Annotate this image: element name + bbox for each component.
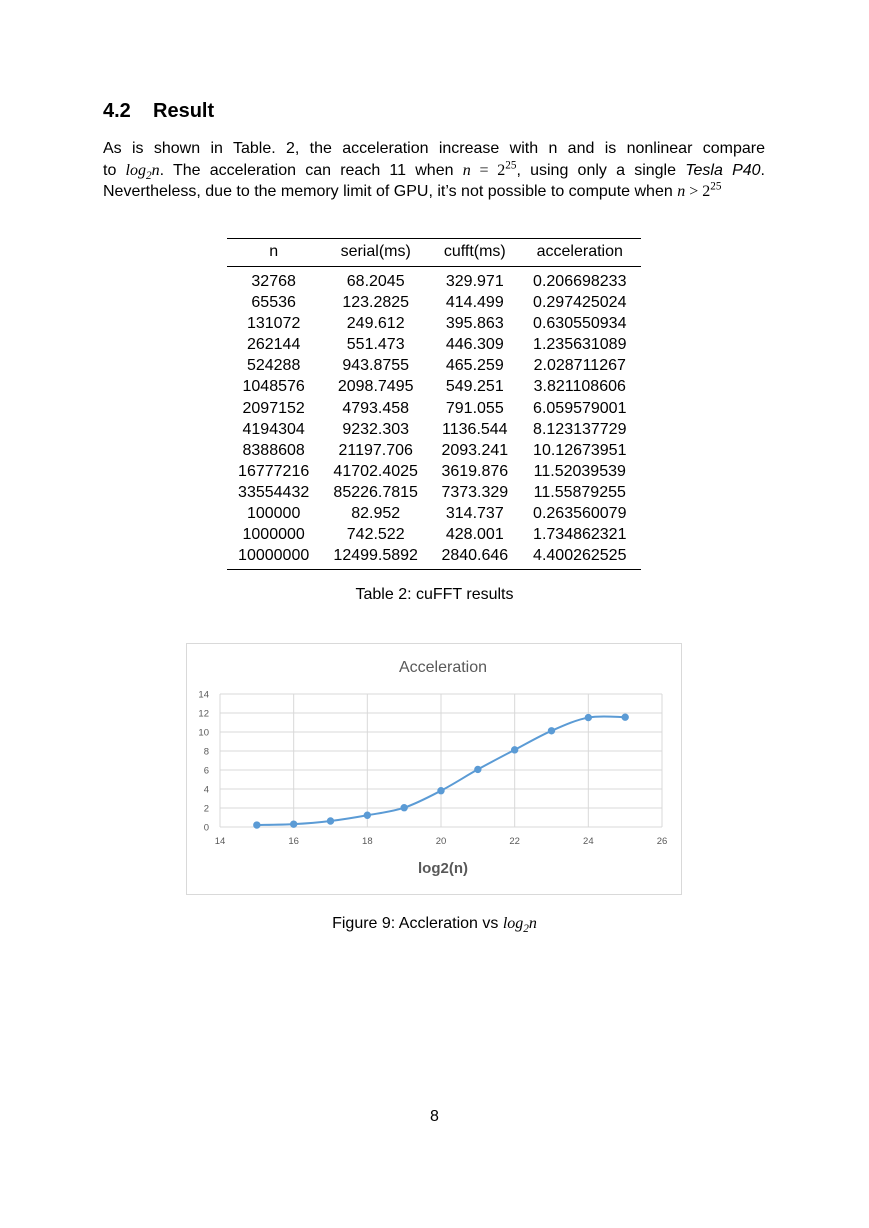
table-cell: 21197.706 — [338, 441, 413, 459]
table-header-cell: n — [227, 239, 320, 267]
table-cell: 1.734862321 — [533, 526, 627, 544]
acceleration-figure — [186, 643, 682, 895]
table-cell: 2.028711267 — [533, 357, 626, 375]
table-cell: 4793.458 — [342, 399, 410, 417]
math-n-equals — [462, 159, 517, 179]
x-tick-label: 18 — [362, 836, 373, 847]
result-paragraph — [103, 138, 765, 203]
table-cell: 82.952 — [351, 505, 401, 523]
table-cell: 524288 — [246, 357, 301, 375]
math-var-n: n — [677, 183, 686, 200]
text-fragment: . The acceleration can reach 11 when — [159, 161, 463, 179]
table-cell: 1048576 — [242, 378, 305, 396]
table-row — [227, 524, 641, 545]
math-exponent: 25 — [710, 180, 722, 193]
table-cell: 11.52039539 — [533, 462, 626, 480]
table-cell: 2098.7495 — [337, 378, 414, 396]
table-row — [227, 398, 641, 419]
data-point — [254, 822, 260, 828]
table-cell: 428.001 — [445, 526, 504, 544]
table-cell: 0.630550934 — [533, 315, 627, 333]
y-tick-label: 10 — [198, 727, 209, 739]
table-body — [227, 267, 641, 570]
data-point — [364, 812, 370, 818]
math-equals-two: = 2 — [470, 161, 506, 179]
table-cell: 551.473 — [346, 336, 405, 354]
table-cell: 8.123137729 — [533, 420, 627, 438]
data-point — [290, 821, 296, 827]
table-cell: 0.263560079 — [533, 505, 627, 523]
section-number: 4.2 — [103, 100, 131, 122]
table-row — [227, 292, 641, 313]
y-tick-label: 6 — [203, 765, 209, 777]
math-log-arg: n — [151, 161, 160, 179]
acceleration-chart — [187, 644, 683, 896]
table-row — [227, 419, 641, 440]
table-cell: 329.971 — [445, 273, 504, 290]
x-tick-label: 24 — [583, 836, 594, 847]
x-tick-label: 22 — [509, 836, 520, 847]
table-caption: Table 2: cuFFT results — [355, 586, 514, 603]
table-cell: 1.235631089 — [533, 336, 627, 354]
section-title: Result — [153, 100, 215, 122]
table-header-cell: acceleration — [519, 239, 641, 267]
table-cell: 791.055 — [445, 399, 504, 417]
page-number: 8 — [430, 1108, 439, 1125]
data-point — [548, 728, 554, 734]
y-tick-label: 4 — [203, 784, 209, 796]
table-cell: 446.309 — [445, 336, 504, 354]
x-axis-label: log2(n) — [418, 860, 468, 877]
data-point — [622, 714, 628, 720]
table-cell: 3.821108606 — [533, 378, 626, 396]
table-cell: 314.737 — [445, 505, 504, 523]
y-tick-label: 2 — [203, 803, 209, 815]
math-var-n: n — [462, 161, 471, 179]
math-log-arg: n — [528, 915, 537, 932]
table-cell: 549.251 — [445, 378, 504, 396]
table-cell: 100000 — [246, 505, 301, 523]
paragraph-line-1: As is shown in Table. 2, the acceleration increase with n and is nonlinear compare — [103, 140, 765, 157]
paragraph-line-3 — [103, 181, 765, 203]
table-cell: 0.297425024 — [533, 294, 627, 312]
table-cell: 85226.7815 — [333, 483, 418, 501]
chart-title: Acceleration — [398, 659, 488, 676]
table-cell: 4.400262525 — [519, 545, 641, 570]
math-log-word: log — [125, 161, 146, 179]
table-cell: 9232.303 — [342, 420, 410, 438]
table-cell: 3619.876 — [441, 462, 509, 480]
table-header-cell: cufft(ms) — [431, 239, 518, 267]
text-fragment: to — [103, 161, 126, 179]
table-cell: 249.612 — [346, 315, 405, 333]
table-cell: 12499.5892 — [320, 545, 431, 570]
table-cell: 8388608 — [242, 441, 305, 459]
data-point — [475, 766, 481, 772]
table-cell: 6.059579001 — [533, 399, 627, 417]
text-fragment: , using only a single — [516, 161, 686, 179]
table-row — [227, 334, 641, 355]
table-cell: 7373.329 — [441, 483, 509, 501]
table-cell: 1000000 — [242, 526, 305, 544]
math-log2n — [502, 915, 537, 936]
data-point — [438, 787, 444, 793]
table-cell: 131072 — [246, 315, 301, 333]
table-cell: 10.12673951 — [533, 441, 627, 459]
math-log-word: log — [502, 915, 524, 932]
table-cell: 2093.241 — [441, 441, 509, 459]
table-row — [227, 461, 641, 482]
math-exponent: 25 — [505, 159, 517, 172]
table-cell: 16777216 — [238, 462, 310, 480]
paragraph-line-2 — [103, 160, 765, 182]
table-header-cell: serial(ms) — [320, 239, 431, 267]
table-cell: 4194304 — [242, 420, 305, 438]
table-row — [227, 355, 641, 376]
table-cell: 414.499 — [445, 294, 504, 312]
table-cell: 2097152 — [242, 399, 305, 417]
math-log-base: 2 — [523, 923, 529, 936]
figure-caption — [0, 915, 869, 936]
y-tick-label: 12 — [198, 708, 209, 720]
text-fragment: . — [760, 161, 765, 179]
table-cell: 465.259 — [445, 357, 504, 375]
table-cell: 0.206698233 — [533, 273, 627, 290]
table-row — [227, 482, 641, 503]
table-cell: 68.2045 — [346, 273, 405, 290]
table-cell: 33554432 — [238, 483, 310, 501]
table-cell: 41702.4025 — [333, 462, 418, 480]
table-row — [227, 440, 641, 461]
table-row — [227, 503, 641, 524]
table-cell: 65536 — [251, 294, 296, 312]
table-cell: 10000000 — [227, 545, 320, 570]
table-cell: 742.522 — [346, 526, 405, 544]
math-greater-two: > 2 — [685, 183, 711, 200]
table-row — [227, 267, 641, 293]
table-row — [227, 376, 641, 397]
text-fragment: Nevertheless, due to the memory limit of GPU, it’s not possible to compute when — [103, 183, 678, 200]
table-cell: 32768 — [251, 273, 296, 290]
table-cell: 395.863 — [445, 315, 504, 333]
data-point — [511, 747, 517, 753]
table-row — [227, 313, 641, 334]
figure-caption-text: Figure 9: Accleration vs — [332, 915, 503, 932]
section-heading — [103, 100, 214, 123]
y-tick-label: 14 — [198, 689, 209, 701]
table-row — [227, 545, 641, 570]
math-log2n — [125, 161, 160, 182]
data-point — [585, 714, 591, 720]
x-tick-label: 16 — [288, 836, 299, 847]
table-header-row — [227, 239, 641, 267]
gpu-model: Tesla P40 — [685, 161, 761, 179]
data-point — [401, 805, 407, 811]
x-tick-label: 26 — [656, 836, 668, 847]
table-cell: 262144 — [246, 336, 301, 354]
data-point — [327, 818, 333, 824]
x-tick-label: 20 — [435, 836, 447, 847]
table-cell: 943.8755 — [342, 357, 410, 375]
y-tick-label: 0 — [203, 822, 209, 834]
table-cell: 2840.646 — [431, 545, 518, 570]
results-table — [227, 238, 641, 570]
table-cell: 11.55879255 — [533, 483, 626, 501]
y-tick-label: 8 — [203, 746, 209, 758]
x-tick-label: 14 — [214, 836, 226, 847]
table-cell: 1136.544 — [442, 420, 508, 438]
math-log-base: 2 — [146, 169, 152, 182]
table-cell: 123.2825 — [342, 294, 410, 312]
